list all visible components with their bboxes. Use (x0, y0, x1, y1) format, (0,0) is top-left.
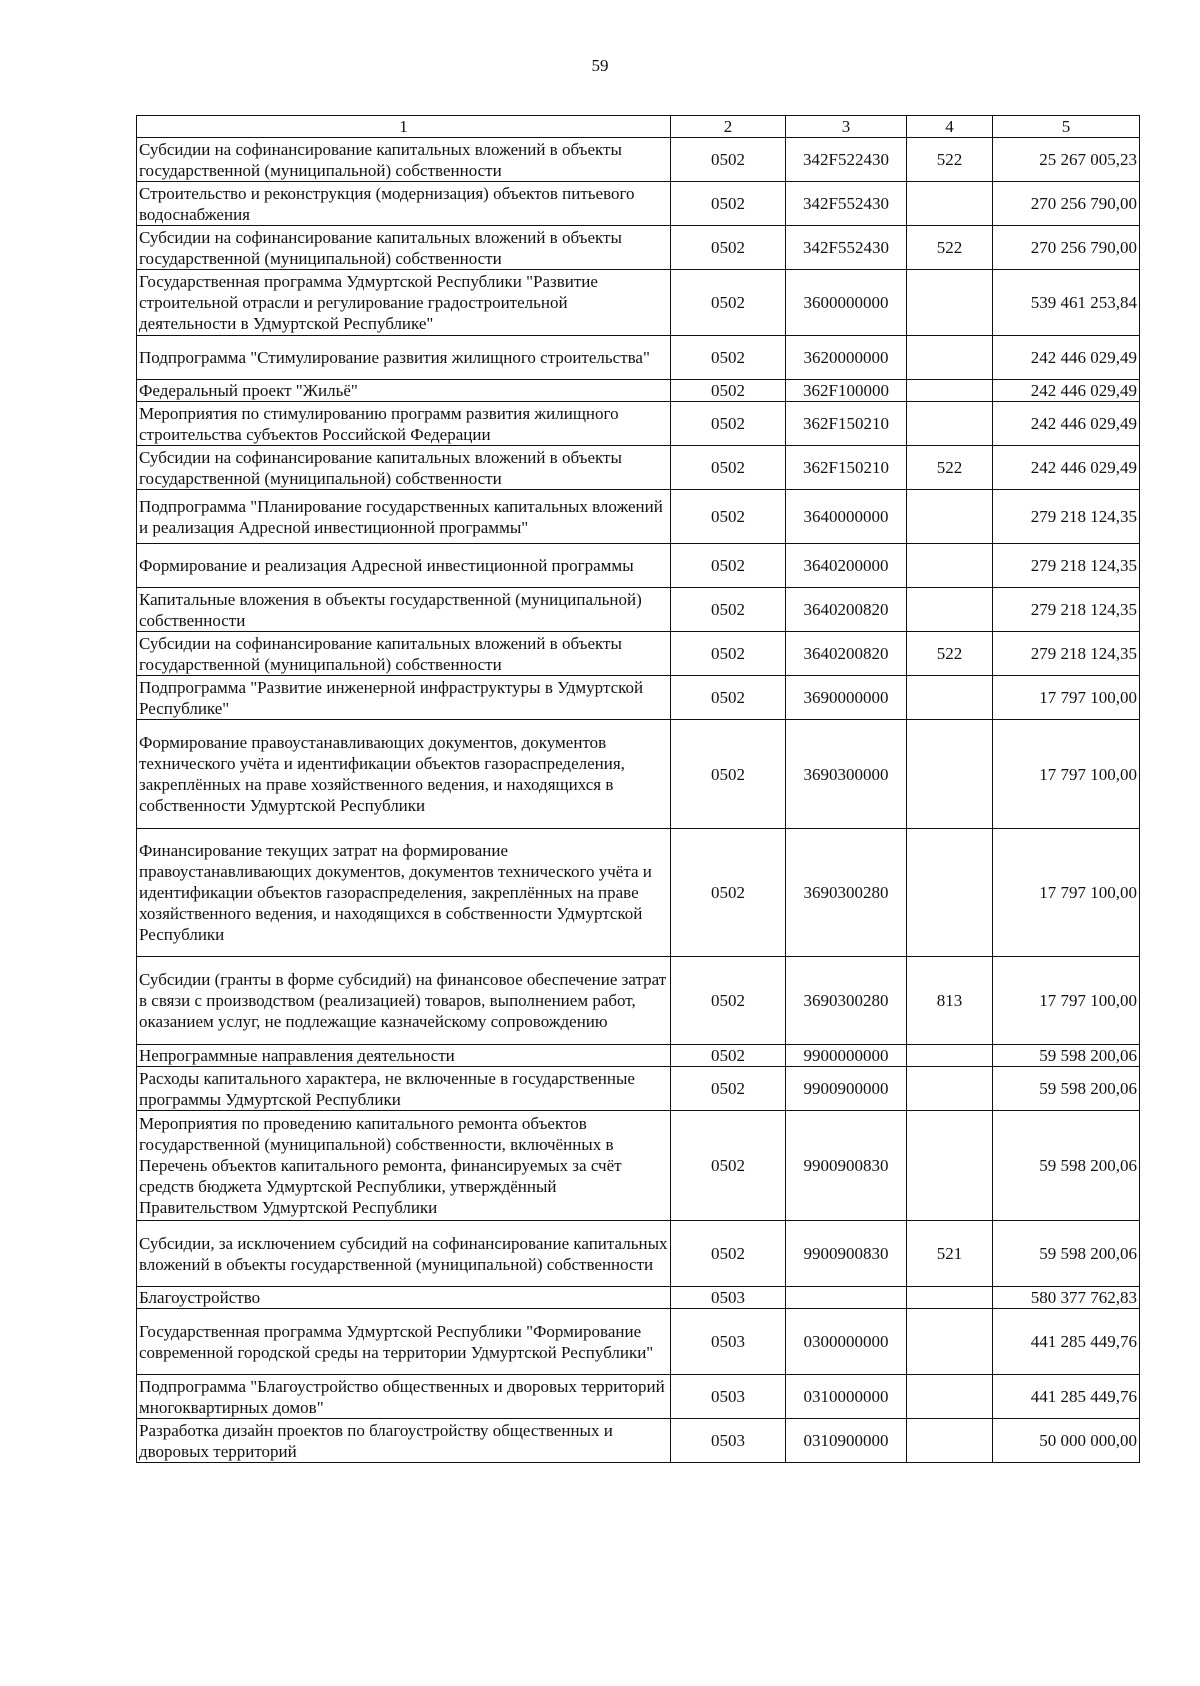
cell-type (907, 1419, 993, 1463)
cell-type (907, 1309, 993, 1375)
cell-amount: 279 218 124,35 (993, 632, 1140, 676)
cell-target: 9900900830 (786, 1111, 907, 1221)
cell-name: Подпрограмма "Стимулирование развития жилищного строительства" (137, 336, 671, 380)
cell-section: 0502 (671, 829, 786, 957)
cell-name: Разработка дизайн проектов по благоустройству общественных и дворовых территорий (137, 1419, 671, 1463)
cell-section: 0503 (671, 1375, 786, 1419)
cell-target: 342F522430 (786, 138, 907, 182)
cell-section: 0502 (671, 1045, 786, 1067)
cell-section: 0502 (671, 1111, 786, 1221)
cell-type: 522 (907, 446, 993, 490)
cell-section: 0502 (671, 226, 786, 270)
cell-name: Субсидии на софинансирование капитальных вложений в объекты государственной (муниципальной) собственности (137, 138, 671, 182)
cell-amount: 441 285 449,76 (993, 1309, 1140, 1375)
cell-amount: 242 446 029,49 (993, 336, 1140, 380)
table-row (137, 1067, 1140, 1111)
cell-target: 3640200820 (786, 632, 907, 676)
cell-target: 0310000000 (786, 1375, 907, 1419)
table-body (137, 138, 1140, 1463)
cell-amount: 279 218 124,35 (993, 588, 1140, 632)
table-row (137, 380, 1140, 402)
cell-amount: 59 598 200,06 (993, 1045, 1140, 1067)
cell-type (907, 1045, 993, 1067)
cell-target: 342F552430 (786, 226, 907, 270)
table-row (137, 1287, 1140, 1309)
cell-name: Финансирование текущих затрат на формирование правоустанавливающих документов, документов технического учёта и идентификации объектов газораспределения, закреплённых на праве хозяйственного ведения, и находящихся в собственности Удмуртской Республики (137, 829, 671, 957)
cell-name: Субсидии на софинансирование капитальных вложений в объекты государственной (муниципальной) собственности (137, 446, 671, 490)
column-header: 4 (907, 116, 993, 138)
table-row (137, 270, 1140, 336)
cell-type: 522 (907, 632, 993, 676)
column-header: 5 (993, 116, 1140, 138)
table-row (137, 446, 1140, 490)
cell-target: 0300000000 (786, 1309, 907, 1375)
table-row (137, 676, 1140, 720)
table-row (137, 1419, 1140, 1463)
table-row (137, 226, 1140, 270)
cell-type (907, 490, 993, 544)
cell-amount: 441 285 449,76 (993, 1375, 1140, 1419)
cell-target: 0310900000 (786, 1419, 907, 1463)
cell-name: Непрограммные направления деятельности (137, 1045, 671, 1067)
cell-amount: 242 446 029,49 (993, 380, 1140, 402)
cell-amount: 242 446 029,49 (993, 446, 1140, 490)
cell-target: 3600000000 (786, 270, 907, 336)
table-row (137, 1111, 1140, 1221)
cell-type: 522 (907, 226, 993, 270)
budget-table (136, 115, 1140, 1463)
cell-type (907, 380, 993, 402)
table-row (137, 632, 1140, 676)
cell-target: 342F552430 (786, 182, 907, 226)
column-header: 3 (786, 116, 907, 138)
cell-type: 522 (907, 138, 993, 182)
cell-amount: 270 256 790,00 (993, 182, 1140, 226)
cell-name: Благоустройство (137, 1287, 671, 1309)
cell-section: 0502 (671, 957, 786, 1045)
cell-amount: 580 377 762,83 (993, 1287, 1140, 1309)
cell-section: 0502 (671, 1221, 786, 1287)
cell-section: 0502 (671, 138, 786, 182)
column-header-row (137, 116, 1140, 138)
cell-name: Субсидии, за исключением субсидий на софинансирование капитальных вложений в объекты государственной (муниципальной) собственности (137, 1221, 671, 1287)
cell-amount: 17 797 100,00 (993, 676, 1140, 720)
cell-section: 0502 (671, 544, 786, 588)
cell-type (907, 676, 993, 720)
cell-name: Государственная программа Удмуртской Республики "Развитие строительной отрасли и регулирование градостроительной деятельности в Удмуртской Республике" (137, 270, 671, 336)
cell-name: Расходы капитального характера, не включенные в государственные программы Удмуртской Республики (137, 1067, 671, 1111)
cell-target: 9900900830 (786, 1221, 907, 1287)
cell-name: Субсидии (гранты в форме субсидий) на финансовое обеспечение затрат в связи с производством (реализацией) товаров, выполнением работ, оказанием услуг, не подлежащие казначейскому сопровождению (137, 957, 671, 1045)
cell-name: Подпрограмма "Планирование государственных капитальных вложений и реализация Адресной инвестиционной программы" (137, 490, 671, 544)
cell-section: 0503 (671, 1309, 786, 1375)
cell-target: 362F150210 (786, 402, 907, 446)
cell-type (907, 1375, 993, 1419)
table-row (137, 957, 1140, 1045)
column-header: 2 (671, 116, 786, 138)
cell-amount: 17 797 100,00 (993, 720, 1140, 829)
cell-section: 0503 (671, 1287, 786, 1309)
cell-type (907, 1111, 993, 1221)
cell-name: Мероприятия по проведению капитального ремонта объектов государственной (муниципальной) собственности, включённых в Перечень объектов капитального ремонта, финансируемых за счёт средств бюджета Удмуртской Республики, утверждённый Правительством Удмуртской Республики (137, 1111, 671, 1221)
cell-target: 3640200000 (786, 544, 907, 588)
cell-section: 0502 (671, 380, 786, 402)
cell-name: Субсидии на софинансирование капитальных вложений в объекты государственной (муниципальной) собственности (137, 226, 671, 270)
cell-target: 3690300280 (786, 829, 907, 957)
cell-section: 0502 (671, 336, 786, 380)
cell-name: Строительство и реконструкция (модернизация) объектов питьевого водоснабжения (137, 182, 671, 226)
cell-amount: 17 797 100,00 (993, 829, 1140, 957)
cell-type (907, 829, 993, 957)
cell-amount: 270 256 790,00 (993, 226, 1140, 270)
table-row (137, 588, 1140, 632)
cell-amount: 59 598 200,06 (993, 1067, 1140, 1111)
cell-section: 0502 (671, 446, 786, 490)
cell-target: 3640000000 (786, 490, 907, 544)
cell-target: 9900900000 (786, 1067, 907, 1111)
table-row (137, 1309, 1140, 1375)
cell-type (907, 182, 993, 226)
cell-section: 0502 (671, 588, 786, 632)
cell-amount: 279 218 124,35 (993, 490, 1140, 544)
cell-name: Мероприятия по стимулированию программ развития жилищного строительства субъектов Российской Федерации (137, 402, 671, 446)
cell-amount: 25 267 005,23 (993, 138, 1140, 182)
cell-name: Государственная программа Удмуртской Республики "Формирование современной городской среды на территории Удмуртской Республики" (137, 1309, 671, 1375)
cell-section: 0502 (671, 402, 786, 446)
cell-amount: 59 598 200,06 (993, 1111, 1140, 1221)
cell-section: 0503 (671, 1419, 786, 1463)
cell-name: Формирование правоустанавливающих документов, документов технического учёта и идентификации объектов газораспределения, закреплённых на праве хозяйственного ведения, и находящихся в собственности Удмуртской Республики (137, 720, 671, 829)
table-row (137, 336, 1140, 380)
cell-target: 3620000000 (786, 336, 907, 380)
table-row (137, 490, 1140, 544)
cell-amount: 59 598 200,06 (993, 1221, 1140, 1287)
cell-section: 0502 (671, 1067, 786, 1111)
cell-type: 813 (907, 957, 993, 1045)
table-row (137, 182, 1140, 226)
cell-type (907, 336, 993, 380)
cell-type (907, 1287, 993, 1309)
cell-target: 362F100000 (786, 380, 907, 402)
cell-type (907, 402, 993, 446)
table-row (137, 138, 1140, 182)
cell-amount: 539 461 253,84 (993, 270, 1140, 336)
cell-type (907, 544, 993, 588)
cell-target: 3690000000 (786, 676, 907, 720)
table-row (137, 544, 1140, 588)
cell-type: 521 (907, 1221, 993, 1287)
cell-name: Подпрограмма "Развитие инженерной инфраструктуры в Удмуртской Республике" (137, 676, 671, 720)
cell-name: Формирование и реализация Адресной инвестиционной программы (137, 544, 671, 588)
cell-section: 0502 (671, 270, 786, 336)
cell-name: Капитальные вложения в объекты государственной (муниципальной) собственности (137, 588, 671, 632)
table-row (137, 1045, 1140, 1067)
cell-name: Федеральный проект "Жильё" (137, 380, 671, 402)
cell-name: Субсидии на софинансирование капитальных вложений в объекты государственной (муниципальной) собственности (137, 632, 671, 676)
cell-type (907, 720, 993, 829)
table-row (137, 1221, 1140, 1287)
cell-amount: 17 797 100,00 (993, 957, 1140, 1045)
cell-amount: 279 218 124,35 (993, 544, 1140, 588)
cell-section: 0502 (671, 490, 786, 544)
cell-target: 362F150210 (786, 446, 907, 490)
cell-section: 0502 (671, 676, 786, 720)
table-row (137, 1375, 1140, 1419)
cell-type (907, 270, 993, 336)
cell-target: 9900000000 (786, 1045, 907, 1067)
cell-section: 0502 (671, 720, 786, 829)
cell-name: Подпрограмма "Благоустройство общественных и дворовых территорий многоквартирных домов" (137, 1375, 671, 1419)
cell-amount: 50 000 000,00 (993, 1419, 1140, 1463)
page-number: 59 (591, 56, 609, 75)
cell-target: 3690300000 (786, 720, 907, 829)
cell-target (786, 1287, 907, 1309)
cell-section: 0502 (671, 182, 786, 226)
column-header: 1 (137, 116, 671, 138)
cell-section: 0502 (671, 632, 786, 676)
cell-target: 3640200820 (786, 588, 907, 632)
table-row (137, 402, 1140, 446)
cell-target: 3690300280 (786, 957, 907, 1045)
cell-type (907, 588, 993, 632)
cell-type (907, 1067, 993, 1111)
table-row (137, 720, 1140, 829)
cell-amount: 242 446 029,49 (993, 402, 1140, 446)
table-row (137, 829, 1140, 957)
